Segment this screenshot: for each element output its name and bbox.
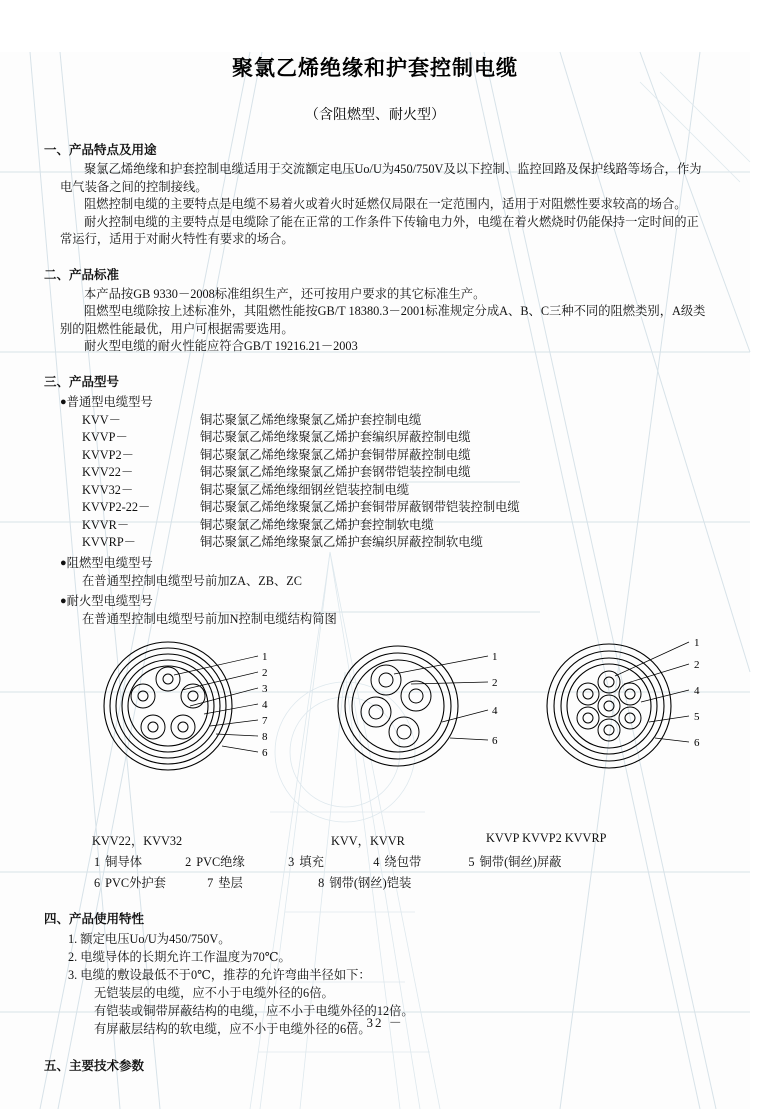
- section-heading-5: 五、主要技术参数: [44, 1058, 145, 1073]
- model-code: KVVP2-22－: [82, 500, 151, 514]
- page-subtitle: （含阻燃型、耐火型）: [305, 106, 445, 122]
- legend-item-5: 5 铜带(铜丝)屏蔽: [468, 854, 562, 869]
- table-row: [82, 412, 520, 430]
- table-row: [82, 464, 520, 482]
- cable-figure-3: [529, 634, 759, 819]
- callout-1: 1: [492, 650, 498, 663]
- model-group-3-label: ●耐火型电缆型号: [60, 593, 153, 608]
- legend-item-8: 8 钢带(钢丝)铠装: [318, 875, 412, 890]
- section-1-paragraph-1: 聚氯乙烯绝缘和护套控制电缆适用于交流额定电压Uo/U为450/750V及以下控制、监控回路及保护线路等场合，作为电气装备之间的控制接线。: [60, 162, 702, 194]
- list-subitem: 有屏蔽层结构的软电缆，应不小于电缆外径的6倍。: [94, 1021, 371, 1036]
- model-table: [82, 412, 520, 552]
- callout-2: 2: [694, 658, 700, 671]
- legend-item-2: 2 PVC绝缘: [185, 854, 245, 869]
- model-desc: 铜芯聚氯乙烯绝缘聚氯乙烯护套编织屏蔽控制电缆: [200, 430, 471, 444]
- document-page: [0, 52, 750, 1109]
- model-code: KVV32－: [82, 482, 134, 497]
- model-desc: 铜芯聚氯乙烯绝缘聚氯乙烯护套控制电缆: [200, 412, 422, 427]
- list-subitem: 有铠装或铜带屏蔽结构的电缆，应不小于电缆外径的12倍。: [94, 1003, 414, 1018]
- callout-4: 4: [262, 698, 268, 711]
- section-heading-2: 二、产品标准: [44, 267, 120, 282]
- list-item: 2. 电缆导体的长期允许工作温度为70℃。: [68, 949, 291, 964]
- page-title: 聚氯乙烯绝缘和护套控制电缆: [232, 57, 518, 80]
- model-code: KVV22－: [82, 465, 134, 479]
- bullet-icon: ●: [60, 594, 67, 607]
- callout-1: 1: [694, 636, 700, 649]
- section-1-paragraph-3: 耐火控制电缆的主要特点是电缆除了能在正常的工作条件下传输电力外，电缆在着火燃烧时仍能保持一定时间的正常运行，适用于对耐火特性有要求的场合。: [60, 214, 699, 246]
- section-2-paragraph-1: 本产品按GB 9330－2008标准组织生产，还可按用户要求的其它标准生产。: [84, 286, 486, 301]
- section-2-paragraph-2: 阻燃型电缆除按上述标准外，其阻燃性能按GB/T 18380.3－2001标准规定分成A、B、C三种不同的阻燃类别，A级类别的阻燃性能最优，用户可根据需要选用。: [60, 304, 706, 336]
- figure-caption-row: [44, 831, 706, 851]
- list-item: 3. 电缆的敷设最低不于0℃，推荐的允许弯曲半径如下：: [68, 967, 371, 982]
- cable-figure-2: [316, 634, 536, 819]
- model-group-2-label: ●阻燃型电缆型号: [60, 555, 153, 570]
- model-desc: 铜芯聚氯乙烯绝缘聚氯乙烯护套控制软电缆: [200, 517, 434, 532]
- legend-row-2: [44, 874, 706, 893]
- legend-item-6: 6 PVC外护套: [94, 875, 166, 890]
- section-heading-1: 一、产品特点及用途: [44, 143, 157, 157]
- table-row: [82, 517, 520, 535]
- model-desc: 铜芯聚氯乙烯绝缘细钢丝铠装控制电缆: [200, 482, 410, 497]
- callout-6: 6: [262, 746, 268, 759]
- bullet-icon: ●: [60, 395, 67, 408]
- callout-4: 4: [694, 684, 700, 697]
- table-row: [82, 447, 520, 465]
- callout-7: 7: [262, 714, 268, 727]
- legend-item-7: 7 垫层: [207, 875, 243, 890]
- callout-6: 6: [492, 734, 498, 747]
- callout-5: 5: [694, 710, 700, 723]
- section-heading-4: 四、产品使用特性: [44, 911, 145, 926]
- figure-1-caption: KVV22，KVV32: [92, 833, 183, 848]
- model-group-1-label: ●普通型电缆型号: [60, 394, 153, 409]
- table-row: [82, 499, 520, 517]
- model-code: KVVP2－: [82, 447, 134, 462]
- section-2-paragraph-3: 耐火型电缆的耐火性能应符合GB/T 19216.21－2003: [84, 339, 358, 353]
- figure-3-caption: KVVP KVVP2 KVVRP: [486, 830, 607, 845]
- model-desc: 铜芯聚氯乙烯绝缘聚氯乙烯护套钢带铠装控制电缆: [200, 465, 471, 479]
- bullet-icon: ●: [60, 556, 67, 569]
- callout-2: 2: [492, 676, 498, 689]
- page-number: － 32 －: [346, 1015, 404, 1030]
- model-desc: 铜芯聚氯乙烯绝缘聚氯乙烯护套编织屏蔽控制软电缆: [200, 535, 483, 549]
- legend-item-1: 1 铜导体: [94, 854, 143, 869]
- callout-3: 3: [262, 682, 268, 695]
- callout-4: 4: [492, 704, 498, 717]
- model-group-2-text: 在普通型控制电缆型号前加ZA、ZB、ZC: [82, 573, 302, 588]
- section-heading-3: 三、产品型号: [44, 374, 120, 389]
- cable-cross-section-diagrams: [44, 634, 706, 829]
- legend-item-4: 4 绕包带: [373, 854, 422, 869]
- cable-figure-1: [86, 634, 306, 819]
- model-code: KVVRP－: [82, 535, 136, 549]
- table-row: [82, 429, 520, 447]
- figure-2-caption: KVV，KVVR: [331, 833, 405, 848]
- callout-2: 2: [262, 666, 268, 679]
- section-1-paragraph-2: 阻燃控制电缆的主要特点是电缆不易着火或着火时延燃仅局限在一定范围内，适用于对阻燃性要求较高的场合。: [84, 197, 687, 211]
- model-code: KVVP－: [82, 430, 128, 444]
- model-code: KVVR－: [82, 517, 130, 532]
- callout-1: 1: [262, 650, 268, 663]
- model-desc: 铜芯聚氯乙烯绝缘聚氯乙烯护套铜带屏蔽控制电缆: [200, 447, 471, 462]
- table-row: [82, 482, 520, 500]
- list-subitem: 无铠装层的电缆，应不小于电缆外径的6倍。: [94, 985, 334, 1000]
- callout-8: 8: [262, 730, 268, 743]
- model-group-3-text: 在普通型控制电缆型号前加N控制电缆结构简图: [82, 611, 337, 626]
- model-code: KVV－: [82, 412, 121, 427]
- legend-item-3: 3 填充: [288, 854, 324, 869]
- model-desc: 铜芯聚氯乙烯绝缘聚氯乙烯护套铜带屏蔽钢带铠装控制电缆: [200, 500, 520, 514]
- callout-6: 6: [694, 736, 700, 749]
- legend-row-1: [44, 853, 706, 872]
- table-row: [82, 534, 520, 552]
- list-item: 1. 额定电压Uo/U为450/750V。: [68, 931, 231, 946]
